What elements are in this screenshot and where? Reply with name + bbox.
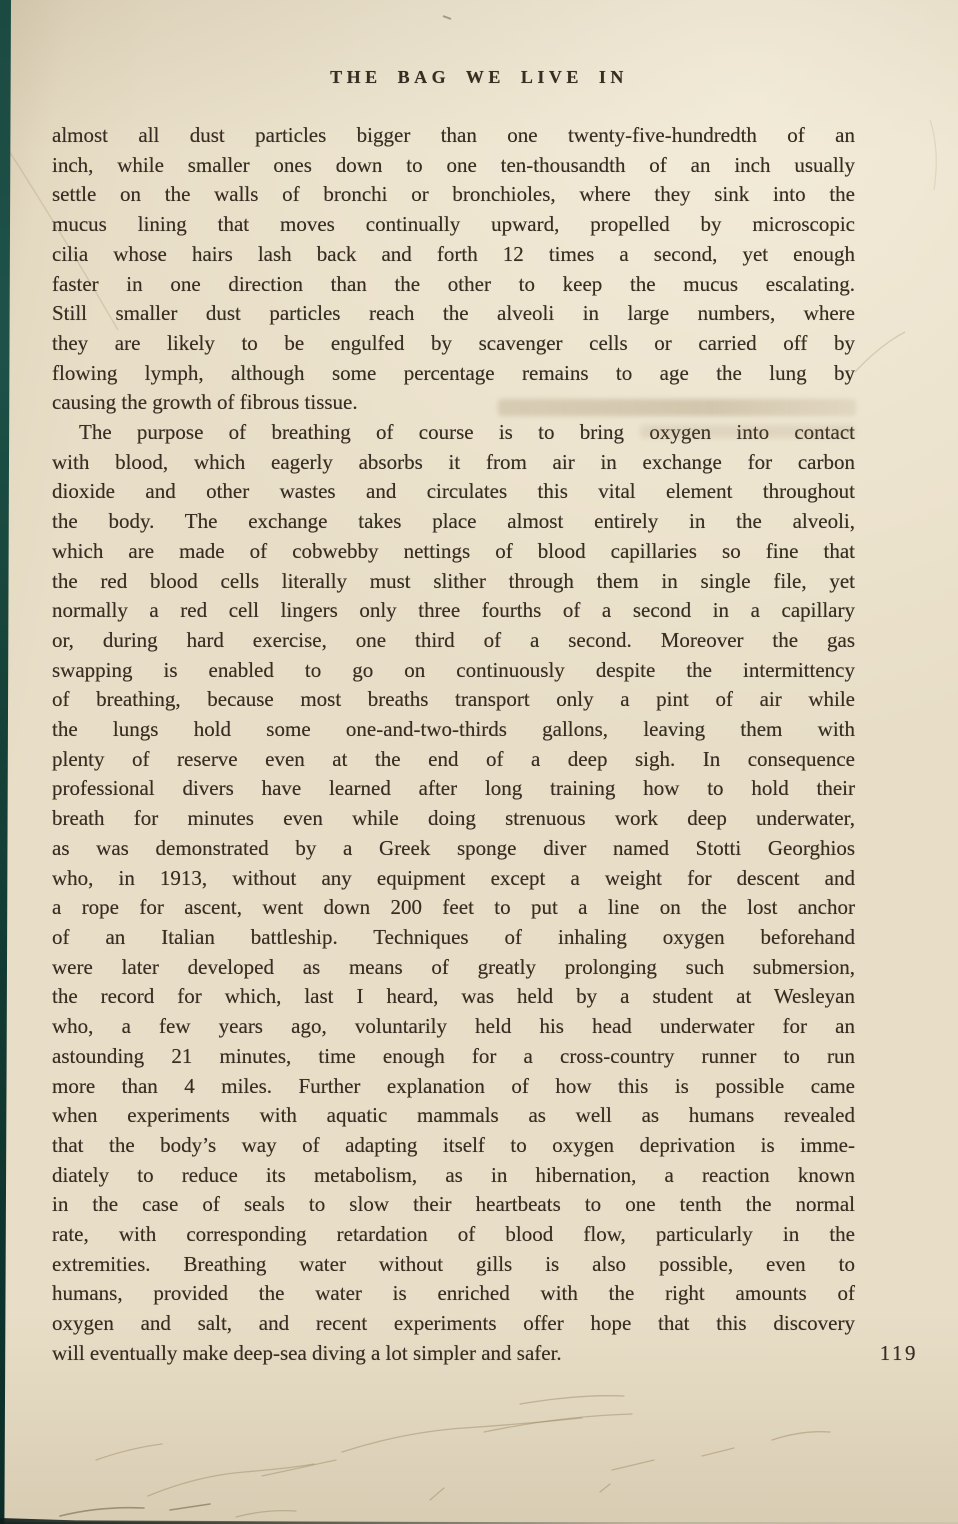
body-text [52,121,855,1369]
running-head: THE BAG WE LIVE IN [330,67,628,87]
text-line: of an Italian battleship. Techniques of inhaling oxygen beforehand [52,924,855,949]
text-line: in the case of seals to slow their heartbeats to one tenth the normal [52,1192,855,1217]
book-cover-edge-bottom [0,1518,632,1524]
text-line: or, during hard exercise, one third of a second. Moreover the gas [52,627,855,652]
text-line: rate, with corresponding retardation of blood flow, particularly in the [52,1222,855,1247]
text-line: the red blood cells literally must slither through them in single file, yet [52,568,855,593]
text-line: normally a red cell lingers only three fourths of a second in a capillary [52,598,855,623]
text-line: dioxide and other wastes and circulates this vital element throughout [52,479,855,504]
text-line: the record for which, last I heard, was held by a student at Wesleyan [52,984,855,1009]
text-line: when experiments with aquatic mammals as well as humans revealed [52,1103,855,1128]
text-line: diately to reduce its metabolism, as in hibernation, a reaction known [52,1162,855,1187]
text-line: astounding 21 minutes, time enough for a cross-country runner to run [52,1043,855,1068]
text-line: Still smaller dust particles reach the alveoli in large numbers, where [52,301,855,326]
book-cover-edge [0,0,11,1524]
text-line: with blood, which eagerly absorbs it from air in exchange for carbon [52,449,855,474]
text-line: plenty of reserve even at the end of a deep sigh. In consequence [52,746,855,771]
text-line: as was demonstrated by a Greek sponge diver named Stotti Georghios [52,835,855,860]
text-line: professional divers have learned after long training how to hold their [52,776,855,801]
page-number: 119 [879,1341,918,1365]
text-line: more than 4 miles. Further explanation of how this is possible came [52,1073,855,1098]
text-line: a rope for ascent, went down 200 feet to put a line on the lost anchor [52,895,855,920]
text-line: the body. The exchange takes place almost entirely in the alveoli, [52,509,855,534]
text-line: breath for minutes even while doing strenuous work deep underwater, [52,806,855,831]
text-line: of breathing, because most breaths transport only a pint of air while [52,687,855,712]
text-line: who, in 1913, without any equipment except a weight for descent and [52,865,855,890]
text-line: will eventually make deep-sea diving a lot simpler and safer. [52,1340,562,1365]
print-showthrough-smear [498,399,856,416]
text-line: mucus lining that moves continually upward, propelled by microscopic [52,212,855,237]
text-line: The purpose of breathing of course is to bring oxygen into contact [79,420,855,445]
text-line: causing the growth of fibrous tissue. [52,390,358,415]
text-line: flowing lymph, although some percentage remains to age the lung by [52,360,855,385]
text-line: which are made of cobwebby nettings of blood capillaries so fine that [52,538,855,563]
text-line: almost all dust particles bigger than one twenty-five-hundredth of an [52,123,855,147]
text-line: swapping is enabled to go on continuously despite the intermittency [52,657,855,682]
text-line: the lungs hold some one-and-two-thirds gallons, leaving them with [52,717,855,742]
text-line: inch, while smaller ones down to one ten-thousandth of an inch usually [52,152,855,177]
print-showthrough-smear [640,425,855,438]
text-line: cilia whose hairs lash back and forth 12 times a second, yet enough [52,241,855,266]
text-line: who, a few years ago, voluntarily held his head underwater for an [52,1014,855,1039]
text-line: faster in one direction than the other to keep the mucus escalating. [52,271,855,296]
text-line: settle on the walls of bronchi or bronchioles, where they sink into the [52,182,855,207]
text-line: extremities. Breathing water without gills is also possible, even to [52,1251,855,1276]
text-line: were later developed as means of greatly prolonging such submersion, [52,954,855,979]
text-line: they are likely to be engulfed by scavenger cells or carried off by [52,330,855,355]
text-line: that the body’s way of adapting itself to oxygen deprivation is imme- [52,1132,855,1157]
text-line: oxygen and salt, and recent experiments offer hope that this discovery [52,1311,855,1336]
text-line: humans, provided the water is enriched with the right amounts of [52,1281,855,1306]
